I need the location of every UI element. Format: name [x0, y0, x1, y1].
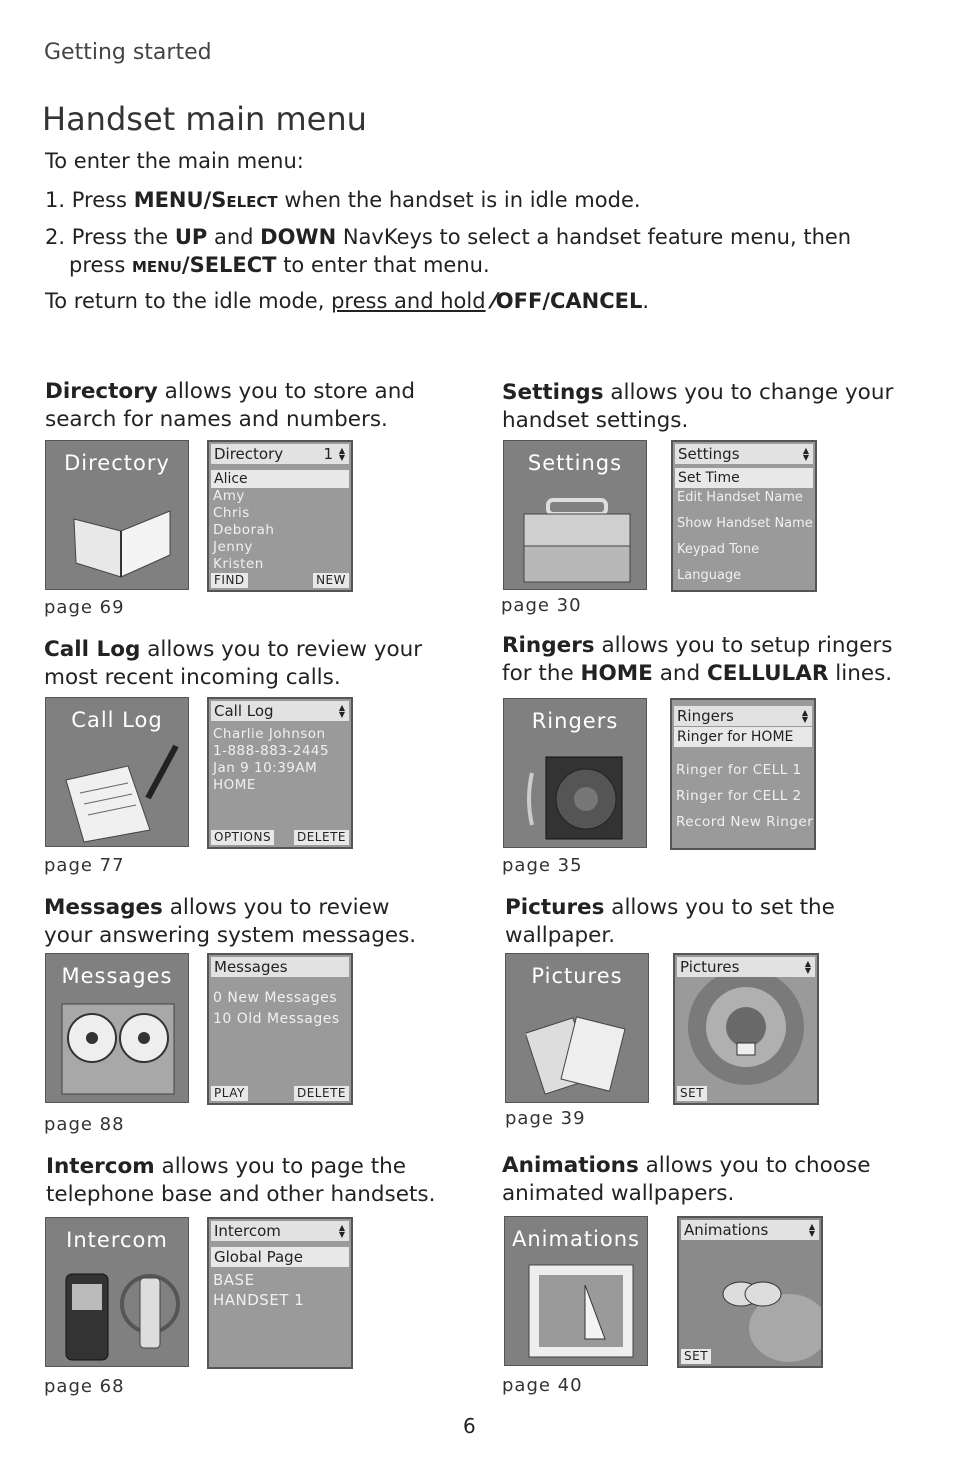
- set-softkey: SET: [681, 1349, 711, 1364]
- directory-screen: [207, 440, 353, 592]
- settings-item: Set Time: [675, 468, 813, 488]
- play-softkey: PLAY: [211, 1086, 248, 1101]
- ringers-item: Record New Ringer: [676, 814, 814, 830]
- find-softkey: FIND: [211, 573, 248, 588]
- directory-item: Jenny: [213, 539, 253, 555]
- ringers-item: Ringer for HOME: [674, 727, 812, 747]
- step-1: 1. Press MENU/Select when the handset is in idle mode.: [45, 188, 641, 212]
- messages-page-ref: page 88: [44, 1114, 125, 1135]
- ringers-tile-label: Ringers: [531, 709, 619, 733]
- animations-page-ref: page 40: [502, 1375, 583, 1396]
- directory-item: Amy: [213, 488, 245, 504]
- new-softkey: NEW: [313, 573, 349, 588]
- butterfly-icon: [679, 1218, 821, 1366]
- pictures-description: Pictures allows you to set the wallpaper.: [505, 895, 835, 948]
- settings-tile: [503, 440, 647, 590]
- framed-picture-icon: [525, 1261, 637, 1361]
- intercom-tile: [45, 1217, 189, 1367]
- messages-description: Messages allows you to review your answering system messages.: [44, 895, 417, 948]
- intercom-page-ref: page 68: [44, 1376, 125, 1397]
- directory-page-ref: page 69: [44, 597, 125, 618]
- pictures-tile: [505, 953, 649, 1103]
- calllog-entry-line: Charlie Johnson: [213, 726, 326, 742]
- directory-screen-title: Directory 1 ▲ ▼: [211, 444, 349, 464]
- settings-screen: [671, 440, 817, 592]
- pictures-tile-label: Pictures: [531, 964, 623, 988]
- delete-softkey: DELETE: [294, 1086, 349, 1101]
- ringers-screen: [670, 698, 816, 850]
- messages-screen-title: Messages: [211, 957, 349, 977]
- book-icon: [66, 489, 176, 579]
- calllog-entry-line: HOME: [213, 777, 256, 793]
- calllog-page-ref: page 77: [44, 855, 125, 876]
- ringers-page-ref: page 35: [502, 855, 583, 876]
- intercom-item: BASE: [213, 1271, 255, 1289]
- intercom-item: HANDSET 1: [213, 1291, 305, 1309]
- calllog-entry-line: 1-888-883-2445: [213, 743, 330, 759]
- ringers-screen-title: Ringers ▲ ▼: [674, 706, 812, 726]
- settings-item: Language: [677, 568, 742, 583]
- settings-item: Show Handset Name: [677, 516, 813, 531]
- handsets-icon: [58, 1264, 180, 1364]
- messages-tile-label: Messages: [61, 964, 173, 988]
- toolbox-icon: [518, 496, 636, 586]
- intercom-item: Global Page: [211, 1247, 349, 1267]
- speaker-icon: [526, 743, 630, 847]
- directory-tile: [45, 440, 189, 590]
- calllog-screen: [207, 697, 353, 849]
- animations-screen-title: Animations ▲ ▼: [681, 1220, 819, 1240]
- directory-description: Directory allows you to store and search for names and numbers.: [45, 379, 415, 432]
- phone-off-icon: ⁄: [492, 289, 496, 313]
- calllog-tile-label: Call Log: [71, 708, 163, 732]
- settings-item: Edit Handset Name: [677, 490, 803, 505]
- animations-description: Animations allows you to choose animated wallpapers.: [502, 1153, 871, 1206]
- intro-text: To enter the main menu:: [45, 149, 304, 173]
- options-softkey: OPTIONS: [211, 830, 274, 845]
- directory-item: Alice: [211, 470, 349, 488]
- directory-item: Kristen: [213, 556, 264, 572]
- messages-tile: [45, 953, 189, 1103]
- notepad-pen-icon: [58, 738, 183, 843]
- calllog-entry-line: Jan 9 10:39AM: [213, 760, 318, 776]
- ringers-item: Ringer for CELL 2: [676, 788, 802, 804]
- ringers-item: Ringer for CELL 1: [676, 762, 802, 778]
- calllog-description: Call Log allows you to review your most recent incoming calls.: [44, 637, 423, 690]
- directory-item: Deborah: [213, 522, 275, 538]
- settings-item: Keypad Tone: [677, 542, 760, 557]
- messages-old-count: 10 Old Messages: [213, 1011, 340, 1027]
- intercom-description: Intercom allows you to page the telephone base and other handsets.: [46, 1154, 436, 1207]
- page-title: Handset main menu: [42, 100, 367, 138]
- messages-screen: [207, 953, 353, 1105]
- calllog-screen-title: Call Log ▲ ▼: [211, 701, 349, 721]
- delete-softkey: DELETE: [294, 830, 349, 845]
- step-2: 2. Press the UP and DOWN NavKeys to select a handset feature menu, then press menu/SELECT to enter that menu.: [45, 225, 852, 277]
- animations-tile-label: Animations: [511, 1227, 640, 1251]
- animations-tile: [504, 1216, 648, 1366]
- intercom-screen-title: Intercom ▲ ▼: [211, 1221, 349, 1241]
- animations-screen: [677, 1216, 823, 1368]
- intercom-screen: [207, 1217, 353, 1369]
- settings-screen-title: Settings ▲ ▼: [675, 444, 813, 464]
- directory-item: Chris: [213, 505, 250, 521]
- messages-new-count: 0 New Messages: [213, 990, 337, 1006]
- settings-tile-label: Settings: [527, 451, 623, 475]
- tape-reel-icon: [58, 1000, 178, 1098]
- settings-description: Settings allows you to change your handset settings.: [502, 380, 894, 433]
- pictures-screen-title: Pictures ▲ ▼: [677, 957, 815, 977]
- directory-tile-label: Directory: [64, 451, 170, 475]
- section-label: Getting started: [44, 40, 212, 65]
- pictures-page-ref: page 39: [505, 1108, 586, 1129]
- return-instruction: To return to the idle mode, press and hold ⁄OFF/CANCEL.: [45, 289, 650, 313]
- intercom-tile-label: Intercom: [66, 1228, 168, 1252]
- photos-icon: [526, 1004, 634, 1098]
- ringers-tile: [503, 698, 647, 848]
- pictures-screen: [673, 953, 819, 1105]
- calllog-tile: [45, 697, 189, 847]
- page-number: 6: [463, 1414, 476, 1438]
- hot-air-balloon-icon: [675, 955, 817, 1103]
- settings-page-ref: page 30: [501, 595, 582, 616]
- set-softkey: SET: [677, 1086, 707, 1101]
- ringers-description: Ringers allows you to setup ringers for the HOME and CELLULAR lines.: [502, 633, 893, 686]
